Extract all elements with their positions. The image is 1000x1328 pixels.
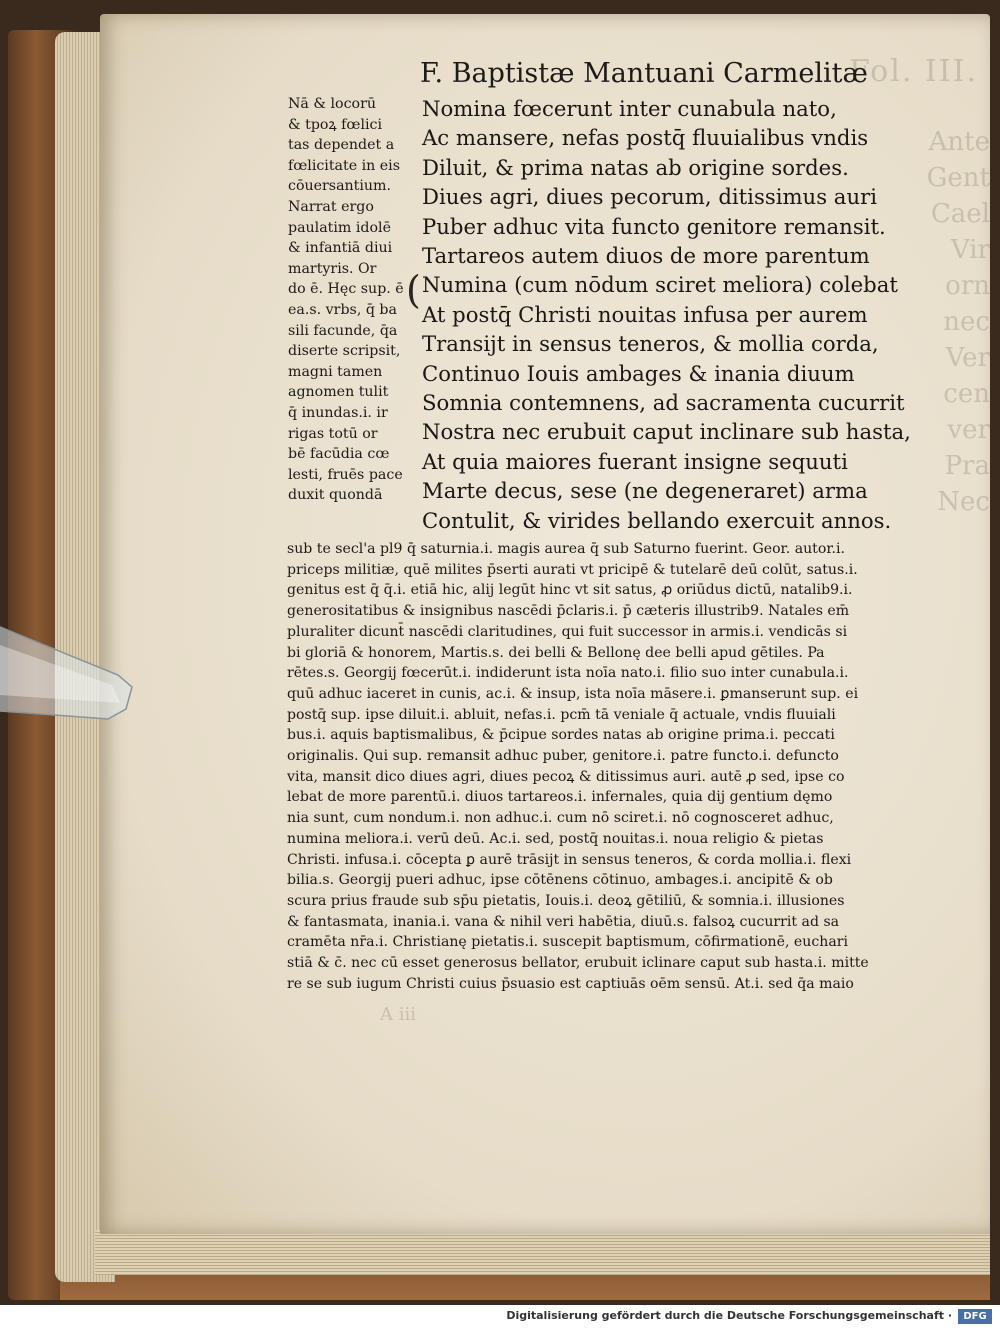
commentary-line: lebat de more parentū.i. diuos tartareos.i. infernales, quia dij gentium dęmo <box>287 789 833 806</box>
commentary-block <box>287 539 909 994</box>
verse-line: Transijt in sensus teneros, & mollia corda, <box>422 331 879 357</box>
bleed-through-line: Ante <box>928 127 990 157</box>
gloss-line: fœlicitate in eis <box>288 157 401 174</box>
gloss-line: duxit quondā <box>288 487 383 504</box>
bleed-through-line: Nec <box>937 487 990 517</box>
verse-line: Puber adhuc vita functo genitore remansit. <box>422 213 886 239</box>
bleed-through-text <box>920 124 990 520</box>
bleed-through-folio: Fol. III. <box>849 54 978 89</box>
verse-line: Continuo Iouis ambages & inania diuum <box>422 360 855 386</box>
verse-line: Contulit, & virides bellando exercuit annos. <box>422 507 892 533</box>
commentary-line: genitus est q̄ q̄.i. etiā hic, alij legūt hinc vt sit satus, ꝓ oriūdus dictū, natalib9.i. <box>287 582 853 599</box>
verse-line: Tartareos autem diuos de more parentum <box>422 243 870 269</box>
gloss-line: cōuersantium. <box>288 178 392 195</box>
page-bottom-edge <box>95 1230 990 1275</box>
bleed-through-line: Vir <box>950 235 990 265</box>
gloss-line: ea.s. vrbs, q̄ ba <box>288 301 397 318</box>
commentary-line: & fantasmata, inania.i. vana & nihil veri habētia, diuū.s. falsoꝝ cucurrit ad sa <box>287 913 840 930</box>
commentary-line: Christi. infusa.i. cōcepta ꝑ aurē trāsijt in sensus teneros, & corda mollia.i. flexi <box>287 851 852 868</box>
gloss-line: magni tamen <box>288 363 383 380</box>
commentary-line: nia sunt, cum nondum.i. non adhuc.i. cum nō sciret.i. nō cognosceret adhuc, <box>287 810 834 827</box>
gloss-line: q̄ inundas.i. ir <box>288 404 388 421</box>
gloss-line: agnomen tulit <box>288 384 389 401</box>
gloss-line: diserte scripsit, <box>288 343 401 360</box>
gloss-line: & tpoꝝ fœlici <box>288 116 383 133</box>
verse-line: Numina (cum nōdum sciret meliora) colebat <box>422 272 898 298</box>
bleed-through-line: Gent <box>926 163 990 193</box>
verse-line: Marte decus, sese (ne degeneraret) arma <box>422 478 868 504</box>
verse-line: Somnia contemnens, ad sacramenta cucurrit <box>422 390 905 416</box>
page-marker-strip <box>0 615 140 725</box>
commentary-line: stiā & c̄. nec cū esset generosus bellator, erubuit iclinare caput sub hasta.i. mitte <box>287 955 869 972</box>
gloss-line: martyris. Or <box>288 260 377 277</box>
commentary-line: bi gloriā & honorem, Martis.s. dei belli & Bellonę dee belli apud gētiles. Pa <box>287 644 825 661</box>
commentary-line: priceps militiæ, quē milites p̄serti aurati vt pricipē & tutelarē deū colūt, satus.i. <box>287 561 858 578</box>
verse-line: Diluit, & prima natas ab origine sordes. <box>422 154 849 180</box>
commentary-line: numina meliora.i. verū deū. Ac.i. sed, postq̄ nouitas.i. noua religio & pietas <box>287 830 824 847</box>
gloss-line: sili facunde, q̄a <box>288 322 398 339</box>
commentary-line: scura prius fraude sub sp̄u pietatis, Iouis.i. deoꝝ gētiliū, & somnia.i. illusiones <box>287 892 845 909</box>
commentary-line: rētes.s. Georgij fœcerūt.i. indiderunt ista noīa nato.i. filio suo inter cunabula.i. <box>287 665 849 682</box>
bleed-through-line: Cael <box>930 199 990 229</box>
commentary-line: sub te secl'a pl9 q̄ saturnia.i. magis aurea q̄ sub Saturno fuerint. Geor. autor.i. <box>287 541 845 557</box>
page-header: F. Baptistæ Mantuani Carmelitæ <box>420 58 868 89</box>
gloss-line: bē facūdia cœ <box>288 446 390 463</box>
bleed-through-line: cen <box>943 379 990 409</box>
commentary-line: vita, mansit dico diues agri, diues pecoꝝ & ditissimus auri. autē ꝓ sed, ipse co <box>287 768 845 785</box>
footer-bar <box>0 1305 1000 1328</box>
verse-line: Ac mansere, nefas postq̄ fluuialibus vndis <box>422 125 869 151</box>
commentary-line: quū adhuc iaceret in cunis, ac.i. & insup, ista noīa māsere.i. ꝑmanserunt sup. ei <box>287 685 859 702</box>
bleed-through-line: orn <box>945 271 990 301</box>
gloss-line: & infantiā diui <box>288 240 393 257</box>
commentary-line: bus.i. aquis baptismalibus, & p̄cipue sordes natas ab origine prima.i. peccati <box>287 727 835 744</box>
gloss-line: do ē. Hęc sup. ē <box>288 281 404 298</box>
commentary-line: postq̄ sup. ipse diluit.i. abluit, nefas.i. pcm̄ tā veniale q̄ actuale, vndis fluuiali <box>287 706 836 723</box>
commentary-line: bilia.s. Georgij pueri adhuc, ipse cōtēnens cōtinuo, ambages.i. ancipitē & ob <box>287 872 833 889</box>
dfg-logo-icon: DFG <box>958 1309 992 1324</box>
commentary-line: generositatibus & insignibus nascēdi p̄claris.i. p̄ cæteris illustrib9. Natales em̄ <box>287 603 850 620</box>
gloss-line: rigas totū or <box>288 425 378 442</box>
verse-block <box>422 94 922 535</box>
verse-line: At postq̄ Christi nouitas infusa per aurem <box>422 301 868 327</box>
bracket-mark: ( <box>406 268 421 312</box>
gloss-line: paulatim idolē <box>288 219 391 236</box>
verse-line: Nomina fœcerunt inter cunabula nato, <box>422 96 837 121</box>
verse-line: At quia maiores fuerant insigne sequuti <box>422 448 848 474</box>
bleed-through-line: Pra <box>944 451 990 481</box>
bleed-through-line: nec <box>943 307 990 337</box>
bleed-through-line: Ver <box>945 343 990 373</box>
bleed-through-line: ver <box>947 415 990 445</box>
funding-credit: Digitalisierung gefördert durch die Deutsche Forschungsgemeinschaft · <box>506 1309 952 1322</box>
gloss-line: Nā & locorū <box>288 96 377 112</box>
verse-line: Nostra nec erubuit caput inclinare sub hasta, <box>422 419 911 445</box>
commentary-line: pluraliter dicunt̄ nascēdi claritudines, qui fuit successor in armis.i. vendicās si <box>287 623 848 640</box>
verse-line: Diues agri, diues pecorum, ditissimus auri <box>422 184 877 210</box>
gloss-line: tas dependet a <box>288 137 395 154</box>
gloss-line: lesti, fruēs pace <box>288 466 403 483</box>
commentary-line: re se sub iugum Christi cuius p̄suasio est captiuās oēm sensū. At.i. sed q̄a maio <box>287 975 854 992</box>
commentary-line: cramēta nr̄a.i. Christianę pietatis.i. suscepit baptismum, cōfirmationē, euchari <box>287 934 848 951</box>
commentary-line: originalis. Qui sup. remansit adhuc puber, genitore.i. patre functo.i. defuncto <box>287 748 839 765</box>
bleed-through-signature: A iii <box>380 1004 416 1025</box>
gloss-line: Narrat ergo <box>288 198 374 215</box>
